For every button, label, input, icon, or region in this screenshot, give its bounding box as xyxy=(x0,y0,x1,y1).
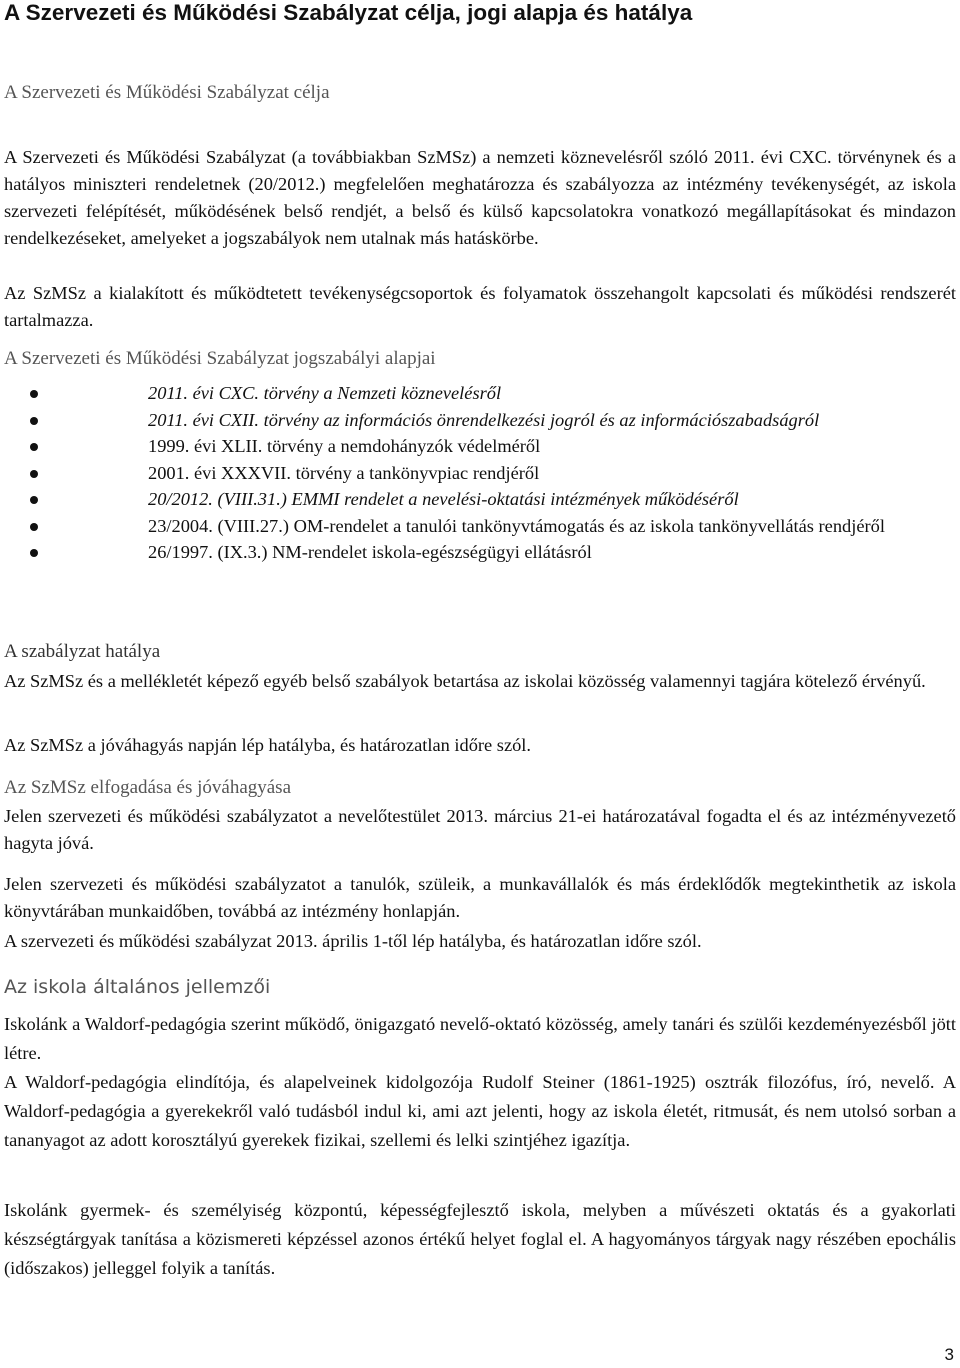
list-item: 26/1997. (IX.3.) NM-rendelet iskola-egészségügyi ellátásról xyxy=(4,539,956,566)
list-item: 23/2004. (VIII.27.) OM-rendelet a tanulói tankönyvtámogatás és az iskola tankönyvellátás rendjéről xyxy=(4,513,956,540)
list-item: 1999. évi XLII. törvény a nemdohányzók védelméről xyxy=(4,433,956,460)
bullet-icon xyxy=(30,443,38,451)
bullet-icon xyxy=(30,549,38,557)
list-item: 20/2012. (VIII.31.) EMMI rendelet a nevelési-oktatási intézmények működéséről xyxy=(4,486,956,513)
list-item: 2001. évi XXXVII. törvény a tankönyvpiac rendjéről xyxy=(4,460,956,487)
bullet-icon xyxy=(30,470,38,478)
section-heading-approval: Az SzMSz elfogadása és jóváhagyása xyxy=(4,777,292,798)
paragraph-approval-2: Jelen szervezeti és működési szabályzatot a tanulók, szüleik, a munkavállalók és más érdeklődők megtekinthetik az iskola könyvtárában munkaidőben, továbbá az intézmény honlapján. xyxy=(4,874,956,921)
paragraph-purpose-1: A Szervezeti és Működési Szabályzat (a továbbiakban SzMSz) a nemzeti köznevelésről szóló 2011. évi CXC. törvénynek és a hatályos miniszteri rendeletnek (20/2012.) megfelelően meghatározza és szabályozza az intézmény tevékenységét, az iskola szervezeti felépítését, működésének belső rendjét, a belső és külső kapcsolatokra vonatkozó megállapításokat és mindazon rendelkezéseket, amelyeket a jogszabályok nem utalnak más hatáskörbe. xyxy=(4,147,956,248)
paragraph-scope-1: Az SzMSz és a mellékletét képező egyéb belső szabályok betartása az iskolai közösség valamennyi tagjára kötelező érvényű. xyxy=(4,671,926,691)
paragraph-purpose-2: Az SzMSz a kialakított és működtetett tevékenységcsoportok és folyamatok összehangolt kapcsolati és működési rendszerét tartalmazza. xyxy=(4,283,956,330)
section-heading-scope: A szabályzat hatálya xyxy=(4,641,161,662)
section-heading-general: Az iskola általános jellemzői xyxy=(4,976,271,998)
page-title: A Szervezeti és Működési Szabályzat célja, jogi alapja és hatálya xyxy=(4,0,693,25)
bullet-icon xyxy=(30,496,38,504)
bullet-icon xyxy=(30,523,38,531)
paragraph-general-2: A Waldorf-pedagógia elindítója, és alapelveinek kidolgozója Rudolf Steiner (1861-1925) osztrák filozófus, író, nevelő. A Waldorf-pedagógia a gyerekekről való tudásból indul ki, ami azt jelenti, hogy az iskola életét, ritmusát, és nem utolsó sorban a tananyagot az adott korosztályú gyerekek fizikai, szellemi és lelki szintjéhez igazítja. xyxy=(4,1072,956,1150)
paragraph-approval-3: A szervezeti és működési szabályzat 2013. április 1-től lép hatályba, és határozatlan időre szól. xyxy=(4,931,702,951)
list-item: 2011. évi CXII. törvény az információs önrendelkezési jogról és az információszabadságról xyxy=(4,407,956,434)
paragraph-general-1: Iskolánk a Waldorf-pedagógia szerint működő, önigazgató nevelő-oktató közösség, amely tanári és szülői kezdeményezésből jött létre. xyxy=(4,1014,956,1063)
bullet-icon xyxy=(30,390,38,398)
section-heading-purpose: A Szervezeti és Működési Szabályzat célja xyxy=(4,82,330,103)
bullet-icon xyxy=(30,417,38,425)
paragraph-general-3: Iskolánk gyermek- és személyiség központú, képességfejlesztő iskola, melyben a művészeti oktatás és a gyakorlati készségtárgyak tanítása a közismereti képzéssel azonos értékű helyet foglal el. A hagyományos tárgyak nagy részében epochális (időszakos) jelleggel folyik a tanítás. xyxy=(4,1200,956,1278)
section-heading-legal-basis: A Szervezeti és Működési Szabályzat jogszabályi alapjai xyxy=(4,348,436,369)
paragraph-scope-2: Az SzMSz a jóváhagyás napján lép hatályba, és határozatlan időre szól. xyxy=(4,735,532,755)
paragraph-approval-1: Jelen szervezeti és működési szabályzatot a nevelőtestület 2013. március 21-ei határozatával fogadta el és az intézményvezető hagyta jóvá. xyxy=(4,806,956,853)
legal-basis-list xyxy=(4,380,956,566)
page-number: 3 xyxy=(944,1345,954,1364)
list-item: 2011. évi CXC. törvény a Nemzeti köznevelésről xyxy=(4,380,956,407)
